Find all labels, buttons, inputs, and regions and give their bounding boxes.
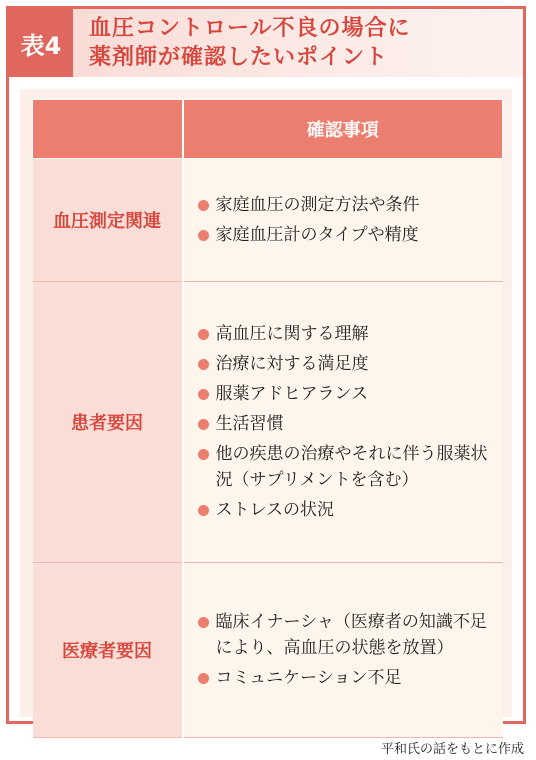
bullet-dot-icon — [198, 230, 209, 241]
list-item: 服薬アドヒアランス — [196, 381, 495, 407]
bullet-dot-icon — [198, 617, 209, 628]
bullet-dot-icon — [198, 359, 209, 370]
list-item: 高血圧に関する理解 — [196, 321, 495, 347]
category-cell: 患者要因 — [33, 282, 183, 563]
checkpoint-table — [32, 99, 503, 738]
list-item: 臨床イナーシャ（医療者の知識不足により、高血圧の状態を放置） — [196, 609, 495, 661]
table-row — [33, 282, 503, 563]
item-list — [196, 321, 495, 523]
items-cell — [183, 282, 503, 563]
item-list — [196, 609, 495, 691]
list-item: 生活習慣 — [196, 411, 495, 437]
items-cell — [183, 563, 503, 738]
title-line-2: 薬剤師が確認したいポイント — [89, 45, 389, 70]
bullet-dot-icon — [198, 200, 209, 211]
item-list — [196, 192, 495, 248]
bullet-dot-icon — [198, 389, 209, 400]
table-figure — [6, 6, 526, 724]
bullet-dot-icon — [198, 449, 209, 460]
bullet-dot-icon — [198, 673, 209, 684]
column-header: 確認事項 — [183, 100, 503, 159]
table-panel — [20, 89, 512, 717]
table-number-label: 表4 — [9, 9, 73, 77]
items-cell — [183, 159, 503, 282]
list-item: 他の疾患の治療やそれに伴う服薬状況（サプリメントを含む） — [196, 441, 495, 493]
list-item: ストレスの状況 — [196, 497, 495, 523]
list-item: コミュニケーション不足 — [196, 665, 495, 691]
list-item: 家庭血圧計のタイプや精度 — [196, 222, 495, 248]
source-note: 平和氏の話をもとに作成 — [380, 742, 524, 757]
table-row — [33, 563, 503, 738]
list-item: 治療に対する満足度 — [196, 351, 495, 377]
category-cell: 血圧測定関連 — [33, 159, 183, 282]
category-cell: 医療者要因 — [33, 563, 183, 738]
header-corner-cell — [33, 100, 183, 159]
figure-title — [89, 14, 509, 72]
bullet-dot-icon — [198, 419, 209, 430]
title-line-1: 血圧コントロール不良の場合に — [89, 16, 411, 41]
bullet-dot-icon — [198, 329, 209, 340]
list-item: 家庭血圧の測定方法や条件 — [196, 192, 495, 218]
figure-header — [9, 9, 523, 77]
bullet-dot-icon — [198, 505, 209, 516]
table-row — [33, 159, 503, 282]
